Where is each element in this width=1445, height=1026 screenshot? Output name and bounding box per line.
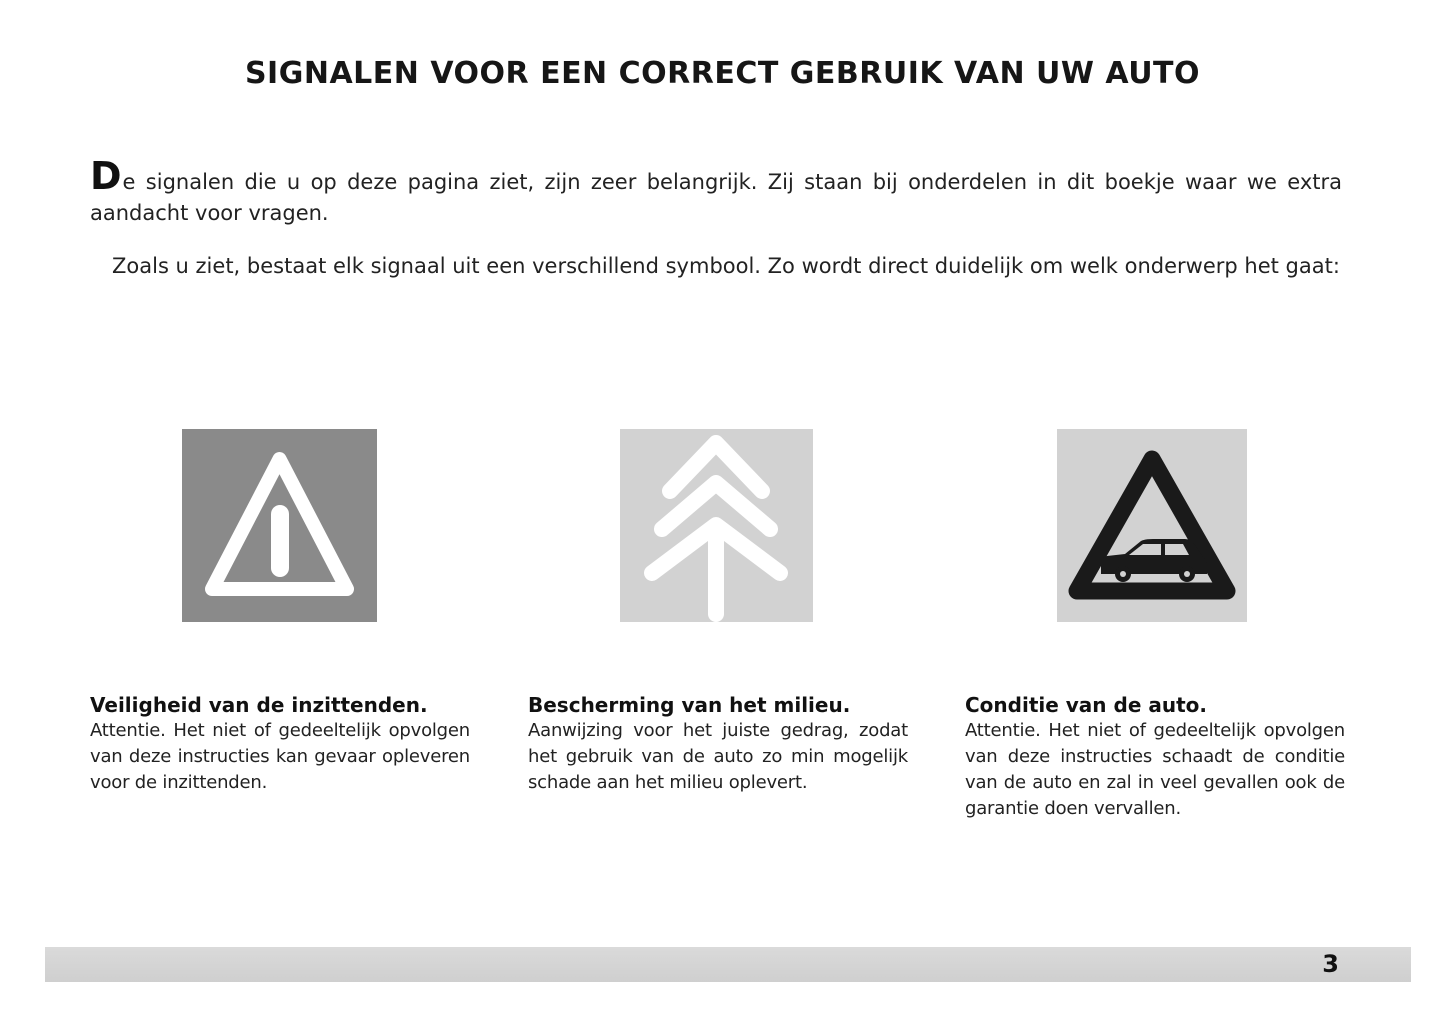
signal-car-condition <box>965 692 1345 822</box>
signal-heading: Bescherming van het milieu. <box>528 693 851 717</box>
car-warning-triangle-icon <box>1057 429 1247 622</box>
signal-text: Aanwijzing voor het juiste gedrag, zodat het gebruik van de auto zo min mogelijk schade aan het milieu oplevert. <box>528 720 908 793</box>
signal-heading: Conditie van de auto. <box>965 693 1207 717</box>
signal-text: Attentie. Het niet of gedeeltelijk opvolgen van deze instructies kan gevaar opleveren voor de inzittenden. <box>90 720 470 793</box>
signal-safety <box>90 692 470 796</box>
footer-bar <box>45 947 1411 982</box>
signal-heading: Veiligheid van de inzittenden. <box>90 693 428 717</box>
signal-environment <box>528 692 908 796</box>
page-number: 3 <box>1322 950 1339 978</box>
intro-text: e signalen die u op deze pagina ziet, zijn zeer belangrijk. Zij staan bij onderdelen in dit boekje waar we extra aandacht voor vragen. <box>90 170 1342 225</box>
signal-text: Attentie. Het niet of gedeeltelijk opvolgen van deze instructies schaadt de conditie van de auto en zal in veel gevallen ook de garantie doen vervallen. <box>965 720 1345 819</box>
environment-tree-icon <box>620 429 813 622</box>
safety-warning-triangle-icon <box>182 429 377 622</box>
symbols-paragraph: Zoals u ziet, bestaat elk signaal uit een verschillend symbool. Zo wordt direct duidelijk om welk onderwerp het gaat: <box>112 254 1340 278</box>
intro-paragraph <box>90 154 1342 229</box>
drop-cap: D <box>90 154 122 198</box>
page-title: SIGNALEN VOOR EEN CORRECT GEBRUIK VAN UW AUTO <box>244 56 1201 91</box>
